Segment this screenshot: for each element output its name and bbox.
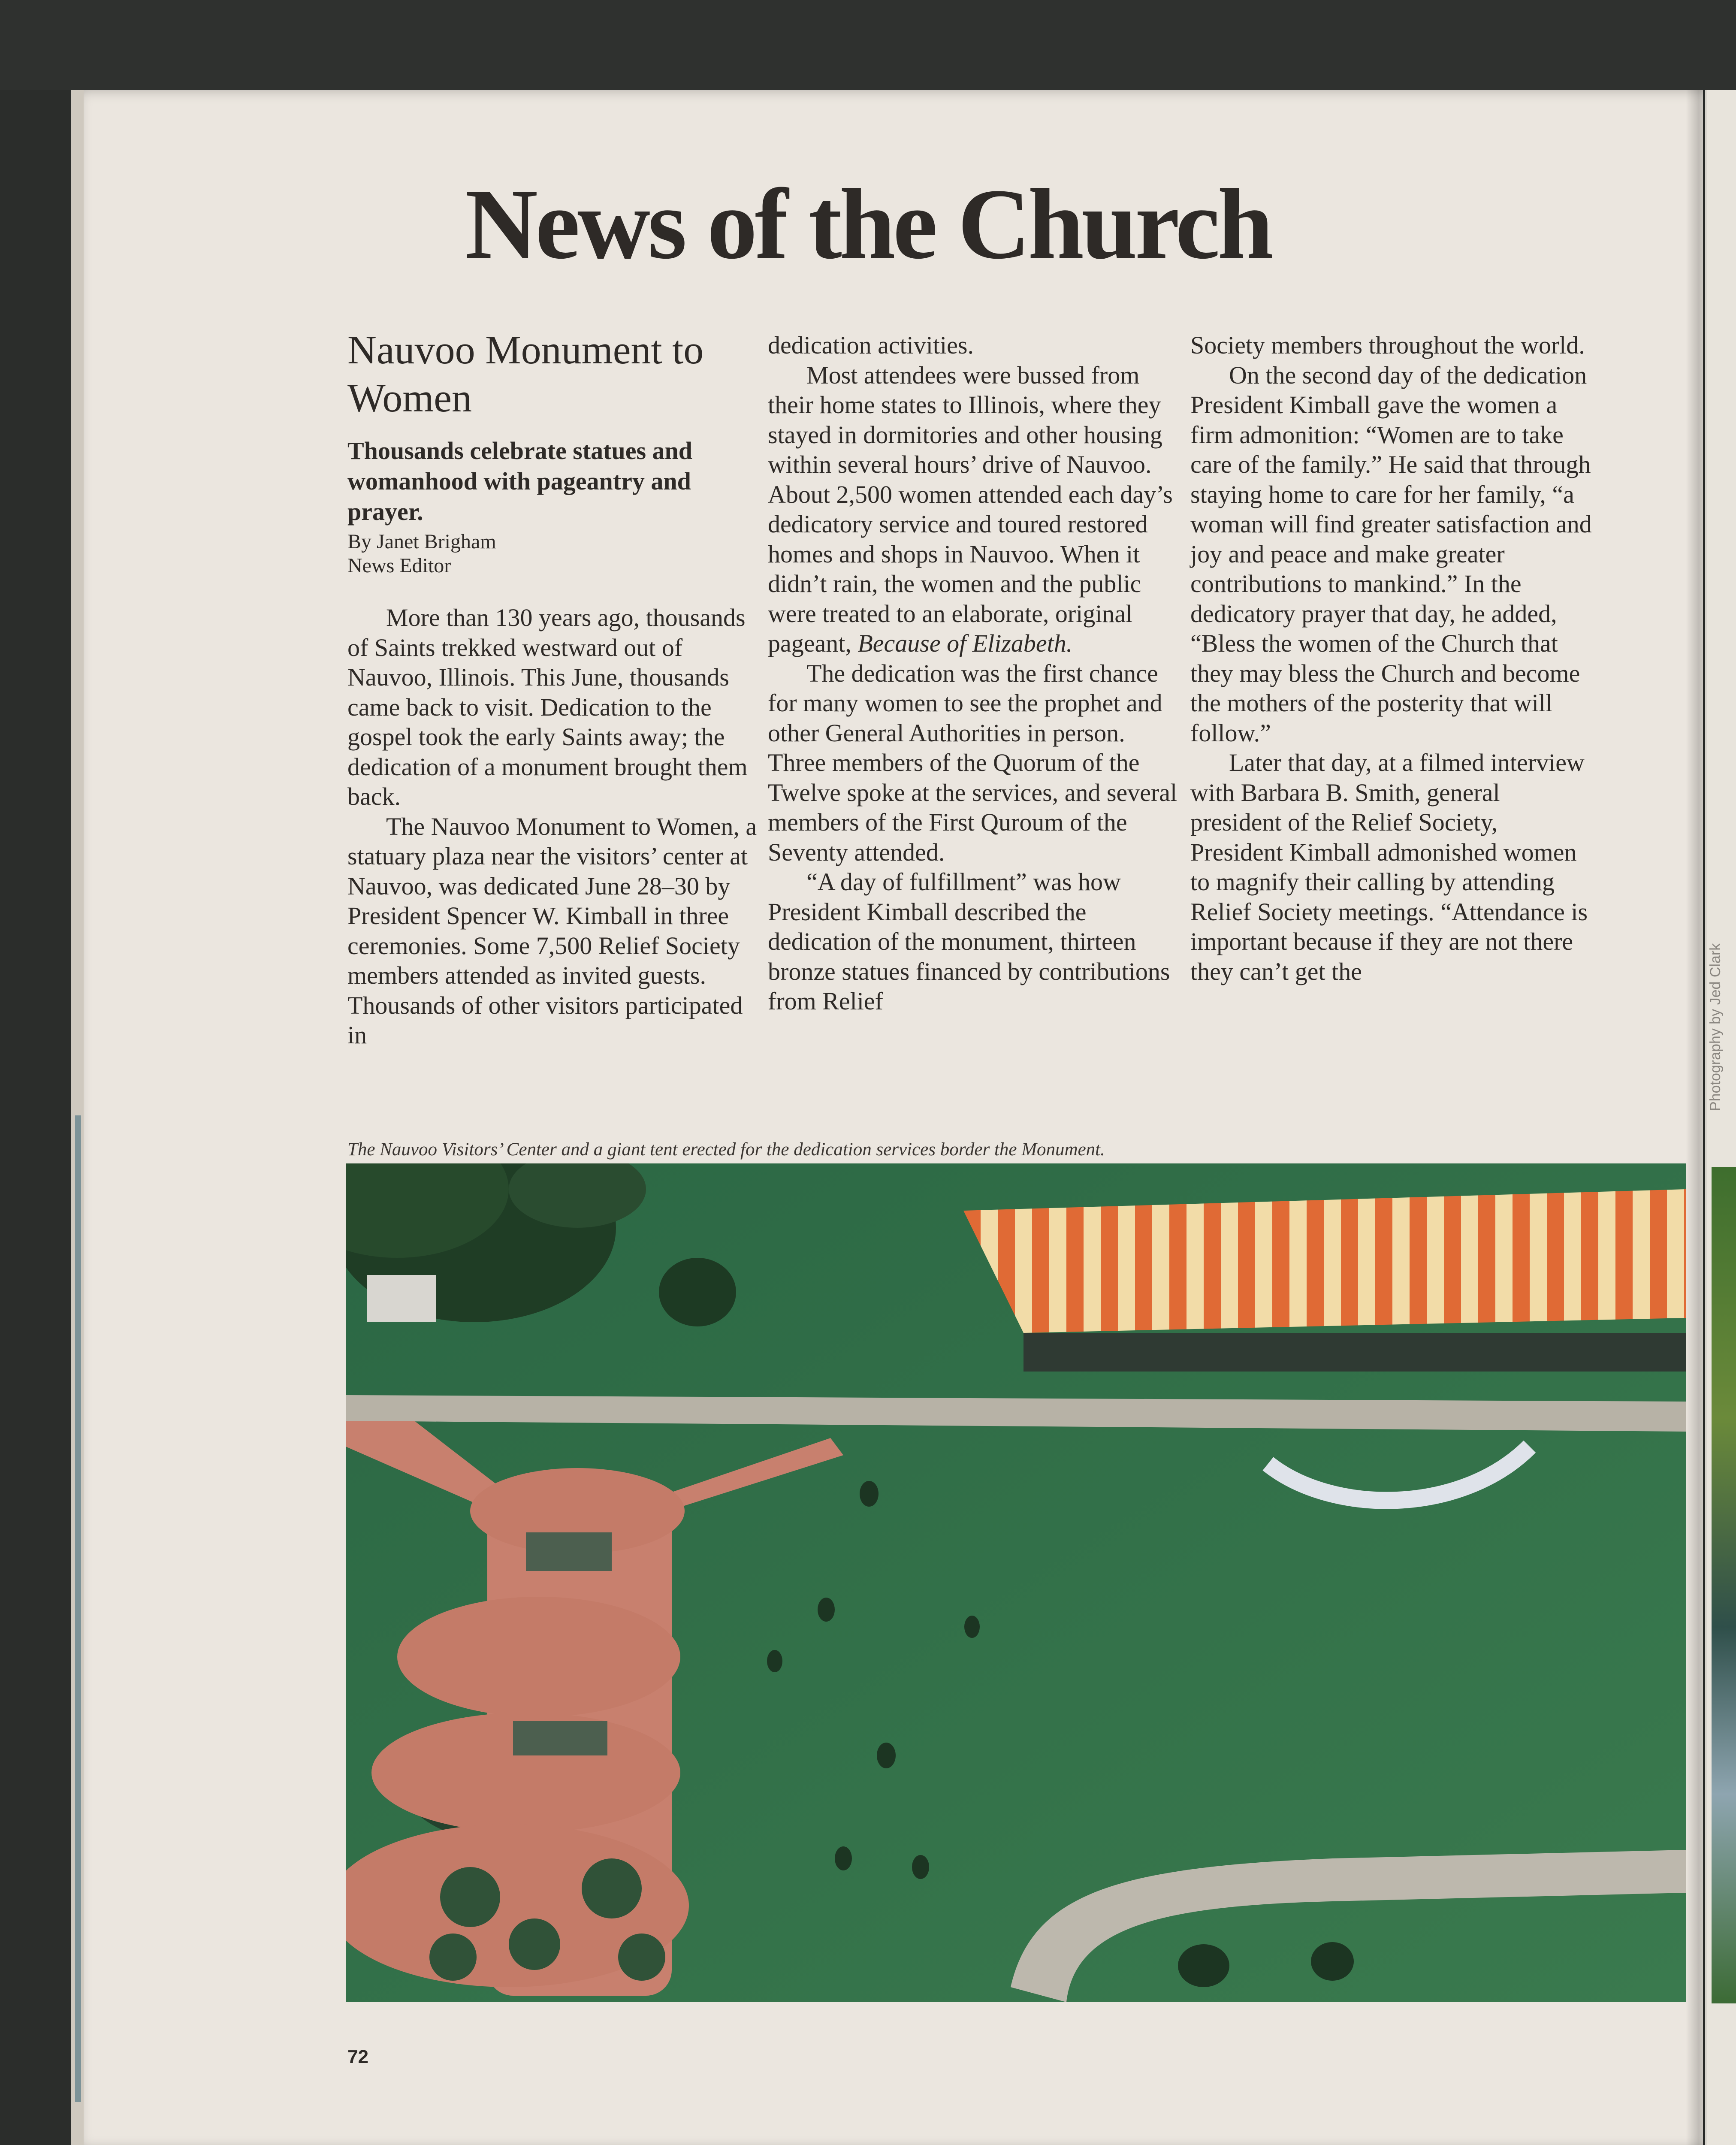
pageant-title: Because of Elizabeth. [857,629,1073,657]
aerial-photo [346,1163,1686,2002]
page-gutter-shadow [1686,90,1707,2145]
aerial-photo-illustration [346,1163,1686,2002]
paragraph: The Nauvoo Monument to Women, a statuary plaza near the visitors’ center at Nauvoo, was dedicated June 28–30 by President Spencer W. Kimball in three ceremonies. Some 7,500 Relief Society members attended as invited guests. Thousands of other visitors participated in [347,812,757,1049]
article-column-1 [347,603,759,1050]
article-deck: Thousands celebrate statues and womanhood with pageantry and prayer. [347,437,693,526]
house [367,1275,436,1322]
paragraph-text: Most attendees were bussed from their home states to Illinois, where they stayed in dormitories and other housing within several hours’ drive of Nauvoo. About 2,500 women attended each day’s dedicatory service and toured restored homes and shops in Nauvoo. When it didn’t rain, the women and the public were treated to an elaborate, original pageant, [768,361,1173,657]
paragraph: dedication activities. [768,331,974,359]
scan-background [0,0,1736,90]
page-title: News of the Church [465,168,1271,280]
paragraph: “A day of fulfillment” was how President Kimball described the dedication of the monument, thirteen bronze statues financed by contributions from Relief [768,868,1170,1015]
article-headline: Nauvoo Monument to Women [347,328,704,420]
previous-page-strip [75,1115,81,2102]
paragraph [768,360,1180,659]
photo-credit: Photography by Jed Clark [1707,943,1724,1111]
byline-name: By Janet Brigham [347,530,496,553]
next-page-photo-strip [1712,1167,1736,2003]
paragraph: The dedication was the first chance for many women to see the prophet and other General Authorities in person. Three members of the Quorum of the Twelve spoke at the services, and several members of the First Quroum of the Seventy attended. [768,659,1177,866]
byline [347,530,734,578]
article-column-3 [1190,330,1594,986]
byline-title: News Editor [347,554,451,577]
article-column-2 [768,330,1180,1016]
paragraph: More than 130 years ago, thousands of Saints trekked westward out of Nauvoo, Illinois. This June, thousands came back to visit. Dedication to the gospel took the early Saints away; the dedication of a monument brought them back. [347,604,748,810]
page-number: 72 [347,2046,368,2067]
tent [963,1189,1686,1372]
photo-caption: The Nauvoo Visitors’ Center and a giant tent erected for the dedication services border the Monument. [347,1139,1105,1160]
paragraph: On the second day of the dedication President Kimball gave the women a firm admonition: “Women are to take care of the family.” He said that through staying home to care for her family, “a woman will find greater satisfaction and joy and peace and make greater contributions to mankind.” In the dedicatory prayer that day, he added, “Bless the women of the Church that they may bless the Church and become the mothers of the posterity that will follow.” [1190,361,1592,747]
paragraph: Later that day, at a filmed interview with Barbara B. Smith, general president of the Relief Society, President Kimball admonished women to magnify their calling by attending Relief Society meetings. “Attendance is important because if they are not there they can’t get the [1190,749,1588,985]
paragraph: Society members throughout the world. [1190,331,1585,359]
